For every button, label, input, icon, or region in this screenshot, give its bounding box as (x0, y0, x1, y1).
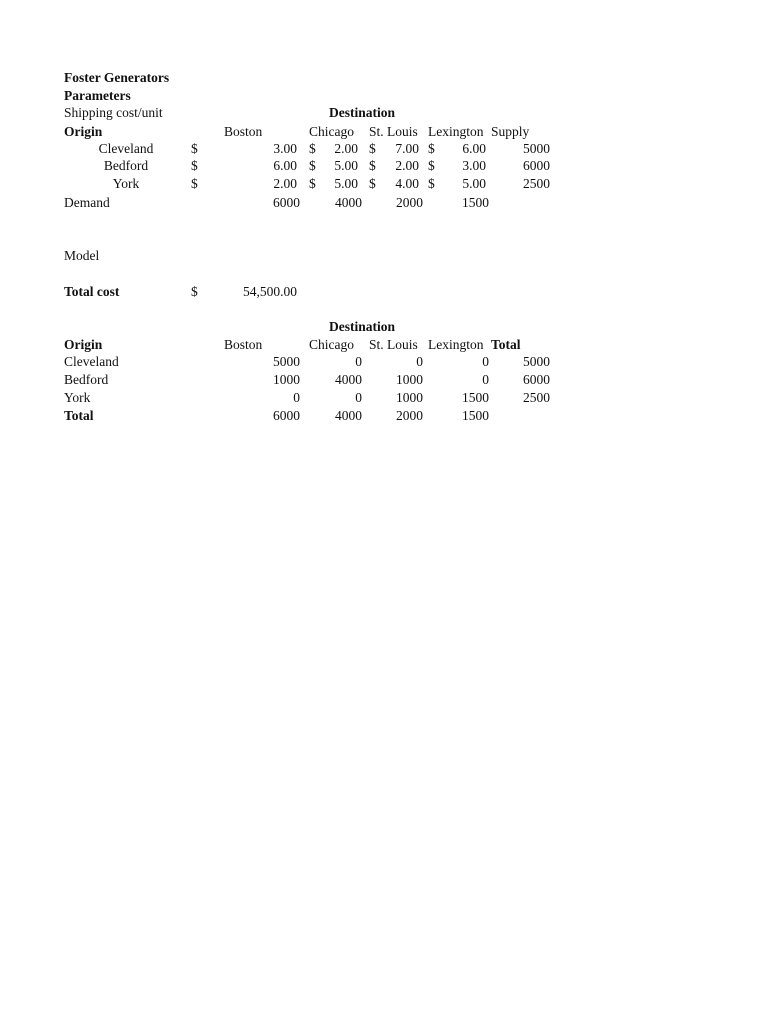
demand-cell: 4000 (335, 195, 362, 210)
currency-symbol: $ (428, 158, 435, 173)
shipment-cell: 0 (482, 354, 489, 369)
demand-cell: 6000 (273, 195, 300, 210)
column-total-cell: 2000 (396, 408, 423, 423)
origin-name-cleveland: Cleveland (64, 354, 119, 369)
origin-header: Origin (64, 124, 103, 139)
cost-cell: 5.00 (334, 158, 358, 173)
shipment-cell: 0 (416, 354, 423, 369)
shipment-cell: 0 (355, 354, 362, 369)
destination-header: Destination (329, 105, 396, 120)
origin-name-bedford: Bedford (64, 372, 109, 387)
currency-symbol: $ (309, 158, 316, 173)
column-total-cell: 4000 (335, 408, 362, 423)
document-title: Foster Generators (64, 70, 170, 85)
origin-name-york: York (64, 390, 91, 405)
column-header-total: Total (491, 337, 521, 352)
column-total-cell: 1500 (462, 408, 489, 423)
currency-symbol: $ (191, 176, 198, 191)
column-header-supply: Supply (491, 124, 530, 139)
currency-symbol: $ (369, 176, 376, 191)
demand-cell: 2000 (396, 195, 423, 210)
destination-header: Destination (329, 319, 396, 334)
column-header-boston: Boston (224, 124, 263, 139)
cost-cell: 5.00 (334, 176, 358, 191)
model-label: Model (64, 248, 100, 263)
row-total-cell: 2500 (523, 390, 550, 405)
column-header-boston: Boston (224, 337, 263, 352)
shipment-cell: 5000 (273, 354, 300, 369)
cost-cell: 2.00 (334, 141, 358, 156)
currency-symbol: $ (369, 141, 376, 156)
column-header-lexington: Lexington (428, 337, 484, 352)
column-total-cell: 6000 (273, 408, 300, 423)
currency-symbol: $ (369, 158, 376, 173)
shipment-cell: 0 (355, 390, 362, 405)
supply-cell: 5000 (523, 141, 550, 156)
total-cost-label: Total cost (64, 284, 120, 299)
shipment-cell: 0 (482, 372, 489, 387)
shipping-cost-label: Shipping cost/unit (64, 105, 163, 120)
currency-symbol: $ (428, 176, 435, 191)
shipment-cell: 1000 (396, 372, 423, 387)
currency-symbol: $ (191, 284, 198, 299)
origin-name-york: York (112, 176, 140, 191)
currency-symbol: $ (191, 158, 198, 173)
cost-cell: 6.00 (462, 141, 486, 156)
demand-cell: 1500 (462, 195, 489, 210)
supply-cell: 2500 (523, 176, 550, 191)
shipment-cell: 1000 (273, 372, 300, 387)
cost-cell: 5.00 (462, 176, 486, 191)
column-header-lexington: Lexington (428, 124, 484, 139)
total-cost-value: 54,500.00 (243, 284, 297, 299)
column-header-st-louis: St. Louis (369, 124, 418, 139)
cost-cell: 2.00 (273, 176, 297, 191)
cost-cell: 4.00 (395, 176, 419, 191)
cost-cell: 7.00 (395, 141, 419, 156)
row-total-cell: 6000 (523, 372, 550, 387)
origin-name-cleveland: Cleveland (98, 141, 154, 156)
currency-symbol: $ (191, 141, 198, 156)
supply-cell: 6000 (523, 158, 550, 173)
shipment-cell: 4000 (335, 372, 362, 387)
cost-cell: 3.00 (462, 158, 486, 173)
cost-cell: 6.00 (273, 158, 297, 173)
shipment-cell: 1500 (462, 390, 489, 405)
row-total-cell: 5000 (523, 354, 550, 369)
shipment-cell: 1000 (396, 390, 423, 405)
cost-cell: 3.00 (273, 141, 297, 156)
column-header-chicago: Chicago (309, 124, 354, 139)
origin-name-bedford: Bedford (103, 158, 149, 173)
total-row-label: Total (64, 408, 94, 423)
section-heading: Parameters (64, 88, 131, 103)
demand-label: Demand (64, 195, 110, 210)
origin-header: Origin (64, 337, 103, 352)
currency-symbol: $ (428, 141, 435, 156)
cost-cell: 2.00 (395, 158, 419, 173)
shipment-cell: 0 (293, 390, 300, 405)
column-header-chicago: Chicago (309, 337, 354, 352)
currency-symbol: $ (309, 141, 316, 156)
column-header-st-louis: St. Louis (369, 337, 418, 352)
currency-symbol: $ (309, 176, 316, 191)
